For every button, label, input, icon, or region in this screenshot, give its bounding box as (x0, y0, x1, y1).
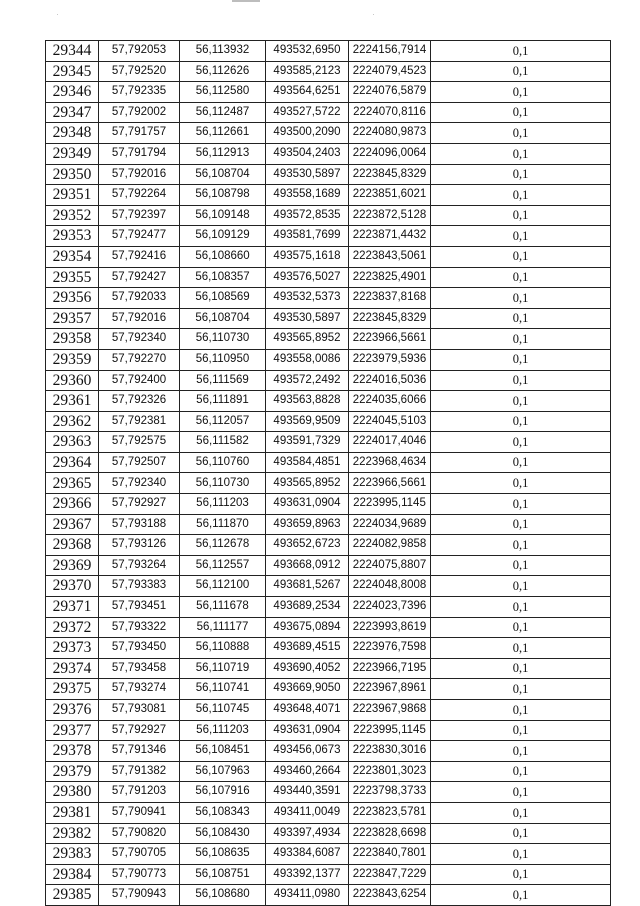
table-row (46, 411, 611, 432)
table-row (46, 123, 611, 144)
accuracy-value: 0,1 (431, 41, 611, 62)
y-coordinate: 2223801,3023 (349, 761, 431, 782)
accuracy-value: 0,1 (431, 844, 611, 865)
y-coordinate: 2223995,1145 (349, 494, 431, 515)
point-number: 29381 (46, 802, 99, 823)
point-number: 29371 (46, 597, 99, 618)
x-coordinate: 493689,2534 (266, 597, 349, 618)
latitude-value: 57,791757 (99, 123, 180, 144)
latitude-value: 57,792575 (99, 432, 180, 453)
latitude-value: 57,793383 (99, 576, 180, 597)
y-coordinate: 2224016,5036 (349, 370, 431, 391)
latitude-value: 57,791203 (99, 782, 180, 803)
y-coordinate: 2224076,5879 (349, 82, 431, 103)
accuracy-value: 0,1 (431, 782, 611, 803)
longitude-value: 56,112913 (180, 143, 266, 164)
accuracy-value: 0,1 (431, 391, 611, 412)
x-coordinate: 493631,0904 (266, 720, 349, 741)
y-coordinate: 2223966,7195 (349, 658, 431, 679)
y-coordinate: 2223840,7801 (349, 844, 431, 865)
longitude-value: 56,112487 (180, 102, 266, 123)
x-coordinate: 493690,4052 (266, 658, 349, 679)
accuracy-value: 0,1 (431, 288, 611, 309)
point-number: 29377 (46, 720, 99, 741)
longitude-value: 56,112580 (180, 82, 266, 103)
x-coordinate: 493572,2492 (266, 370, 349, 391)
longitude-value: 56,108704 (180, 308, 266, 329)
longitude-value: 56,112557 (180, 555, 266, 576)
point-number: 29344 (46, 41, 99, 62)
table-row (46, 720, 611, 741)
point-number: 29360 (46, 370, 99, 391)
latitude-value: 57,790705 (99, 844, 180, 865)
accuracy-value: 0,1 (431, 349, 611, 370)
x-coordinate: 493581,7699 (266, 226, 349, 247)
latitude-value: 57,792416 (99, 246, 180, 267)
point-number: 29359 (46, 349, 99, 370)
table-row (46, 535, 611, 556)
accuracy-value: 0,1 (431, 473, 611, 494)
y-coordinate: 2223968,4634 (349, 452, 431, 473)
longitude-value: 56,108798 (180, 185, 266, 206)
y-coordinate: 2223828,6698 (349, 823, 431, 844)
point-number: 29346 (46, 82, 99, 103)
latitude-value: 57,793274 (99, 679, 180, 700)
x-coordinate: 493564,6251 (266, 82, 349, 103)
accuracy-value: 0,1 (431, 143, 611, 164)
accuracy-value: 0,1 (431, 555, 611, 576)
point-number: 29353 (46, 226, 99, 247)
point-number: 29366 (46, 494, 99, 515)
latitude-value: 57,792016 (99, 308, 180, 329)
x-coordinate: 493558,0086 (266, 349, 349, 370)
table-row (46, 473, 611, 494)
accuracy-value: 0,1 (431, 720, 611, 741)
longitude-value: 56,112661 (180, 123, 266, 144)
accuracy-value: 0,1 (431, 864, 611, 885)
point-number: 29369 (46, 555, 99, 576)
y-coordinate: 2223966,5661 (349, 473, 431, 494)
y-coordinate: 2224023,7396 (349, 597, 431, 618)
longitude-value: 56,111870 (180, 514, 266, 535)
point-number: 29348 (46, 123, 99, 144)
accuracy-value: 0,1 (431, 185, 611, 206)
point-number: 29355 (46, 267, 99, 288)
point-number: 29370 (46, 576, 99, 597)
longitude-value: 56,110730 (180, 329, 266, 350)
x-coordinate: 493527,5722 (266, 102, 349, 123)
accuracy-value: 0,1 (431, 82, 611, 103)
longitude-value: 56,111582 (180, 432, 266, 453)
x-coordinate: 493569,9509 (266, 411, 349, 432)
table-row (46, 432, 611, 453)
table-row (46, 370, 611, 391)
x-coordinate: 493532,5373 (266, 288, 349, 309)
accuracy-value: 0,1 (431, 802, 611, 823)
accuracy-value: 0,1 (431, 617, 611, 638)
accuracy-value: 0,1 (431, 329, 611, 350)
point-number: 29363 (46, 432, 99, 453)
latitude-value: 57,791382 (99, 761, 180, 782)
x-coordinate: 493565,8952 (266, 473, 349, 494)
latitude-value: 57,793451 (99, 597, 180, 618)
x-coordinate: 493530,5897 (266, 164, 349, 185)
x-coordinate: 493648,4071 (266, 700, 349, 721)
x-coordinate: 493532,6950 (266, 41, 349, 62)
table-row (46, 143, 611, 164)
x-coordinate: 493397,4934 (266, 823, 349, 844)
point-number: 29384 (46, 864, 99, 885)
accuracy-value: 0,1 (431, 102, 611, 123)
point-number: 29376 (46, 700, 99, 721)
x-coordinate: 493384,6087 (266, 844, 349, 865)
accuracy-value: 0,1 (431, 885, 611, 906)
x-coordinate: 493631,0904 (266, 494, 349, 515)
latitude-value: 57,793450 (99, 638, 180, 659)
x-coordinate: 493530,5897 (266, 308, 349, 329)
table-row (46, 349, 611, 370)
latitude-value: 57,793458 (99, 658, 180, 679)
longitude-value: 56,112678 (180, 535, 266, 556)
latitude-value: 57,792033 (99, 288, 180, 309)
accuracy-value: 0,1 (431, 123, 611, 144)
accuracy-value: 0,1 (431, 411, 611, 432)
table-row (46, 844, 611, 865)
accuracy-value: 0,1 (431, 658, 611, 679)
point-number: 29345 (46, 61, 99, 82)
table-row (46, 205, 611, 226)
point-number: 29375 (46, 679, 99, 700)
table-row (46, 555, 611, 576)
x-coordinate: 493668,0912 (266, 555, 349, 576)
table-row (46, 741, 611, 762)
y-coordinate: 2223967,9868 (349, 700, 431, 721)
x-coordinate: 493440,3591 (266, 782, 349, 803)
x-coordinate: 493558,1689 (266, 185, 349, 206)
table-row (46, 226, 611, 247)
x-coordinate: 493659,8963 (266, 514, 349, 535)
scan-speck (373, 14, 374, 15)
y-coordinate: 2223993,8619 (349, 617, 431, 638)
latitude-value: 57,792927 (99, 720, 180, 741)
longitude-value: 56,111203 (180, 720, 266, 741)
table-row (46, 576, 611, 597)
x-coordinate: 493576,5027 (266, 267, 349, 288)
y-coordinate: 2224070,8116 (349, 102, 431, 123)
latitude-value: 57,792270 (99, 349, 180, 370)
longitude-value: 56,111678 (180, 597, 266, 618)
longitude-value: 56,108343 (180, 802, 266, 823)
latitude-value: 57,792016 (99, 164, 180, 185)
latitude-value: 57,792477 (99, 226, 180, 247)
longitude-value: 56,110745 (180, 700, 266, 721)
x-coordinate: 493584,4851 (266, 452, 349, 473)
y-coordinate: 2224079,4523 (349, 61, 431, 82)
accuracy-value: 0,1 (431, 514, 611, 535)
longitude-value: 56,108430 (180, 823, 266, 844)
table-row (46, 782, 611, 803)
table-row (46, 102, 611, 123)
table-row (46, 494, 611, 515)
latitude-value: 57,792927 (99, 494, 180, 515)
accuracy-value: 0,1 (431, 576, 611, 597)
latitude-value: 57,790820 (99, 823, 180, 844)
accuracy-value: 0,1 (431, 164, 611, 185)
table-row (46, 308, 611, 329)
accuracy-value: 0,1 (431, 700, 611, 721)
x-coordinate: 493456,0673 (266, 741, 349, 762)
latitude-value: 57,790773 (99, 864, 180, 885)
longitude-value: 56,111177 (180, 617, 266, 638)
table-row (46, 885, 611, 906)
accuracy-value: 0,1 (431, 741, 611, 762)
table-row (46, 246, 611, 267)
accuracy-value: 0,1 (431, 246, 611, 267)
point-number: 29356 (46, 288, 99, 309)
latitude-value: 57,793081 (99, 700, 180, 721)
table-row (46, 658, 611, 679)
table-row (46, 638, 611, 659)
x-coordinate: 493689,4515 (266, 638, 349, 659)
accuracy-value: 0,1 (431, 452, 611, 473)
point-number: 29382 (46, 823, 99, 844)
latitude-value: 57,792264 (99, 185, 180, 206)
point-number: 29380 (46, 782, 99, 803)
table-row (46, 82, 611, 103)
table-row (46, 288, 611, 309)
table-row (46, 452, 611, 473)
point-number: 29372 (46, 617, 99, 638)
point-number: 29362 (46, 411, 99, 432)
x-coordinate: 493572,8535 (266, 205, 349, 226)
longitude-value: 56,112100 (180, 576, 266, 597)
y-coordinate: 2223851,6021 (349, 185, 431, 206)
coordinates-table (45, 40, 611, 906)
longitude-value: 56,108660 (180, 246, 266, 267)
latitude-value: 57,792340 (99, 329, 180, 350)
latitude-value: 57,790943 (99, 885, 180, 906)
latitude-value: 57,792397 (99, 205, 180, 226)
longitude-value: 56,111203 (180, 494, 266, 515)
table-row (46, 802, 611, 823)
y-coordinate: 2224034,9689 (349, 514, 431, 535)
point-number: 29358 (46, 329, 99, 350)
longitude-value: 56,113932 (180, 41, 266, 62)
latitude-value: 57,793188 (99, 514, 180, 535)
longitude-value: 56,110950 (180, 349, 266, 370)
y-coordinate: 2224082,9858 (349, 535, 431, 556)
table-row (46, 329, 611, 350)
table-row (46, 679, 611, 700)
longitude-value: 56,107916 (180, 782, 266, 803)
x-coordinate: 493563,8828 (266, 391, 349, 412)
accuracy-value: 0,1 (431, 494, 611, 515)
table-row (46, 823, 611, 844)
point-number: 29383 (46, 844, 99, 865)
y-coordinate: 2224080,9873 (349, 123, 431, 144)
longitude-value: 56,108751 (180, 864, 266, 885)
accuracy-value: 0,1 (431, 638, 611, 659)
longitude-value: 56,108569 (180, 288, 266, 309)
x-coordinate: 493411,0980 (266, 885, 349, 906)
y-coordinate: 2224017,4046 (349, 432, 431, 453)
y-coordinate: 2223843,6254 (349, 885, 431, 906)
x-coordinate: 493681,5267 (266, 576, 349, 597)
point-number: 29385 (46, 885, 99, 906)
scan-speck (57, 14, 58, 15)
y-coordinate: 2224156,7914 (349, 41, 431, 62)
accuracy-value: 0,1 (431, 823, 611, 844)
table-row (46, 864, 611, 885)
point-number: 29368 (46, 535, 99, 556)
x-coordinate: 493591,7329 (266, 432, 349, 453)
longitude-value: 56,109129 (180, 226, 266, 247)
y-coordinate: 2223847,7229 (349, 864, 431, 885)
accuracy-value: 0,1 (431, 761, 611, 782)
y-coordinate: 2223995,1145 (349, 720, 431, 741)
y-coordinate: 2223967,8961 (349, 679, 431, 700)
point-number: 29347 (46, 102, 99, 123)
y-coordinate: 2223845,8329 (349, 308, 431, 329)
accuracy-value: 0,1 (431, 535, 611, 556)
point-number: 29354 (46, 246, 99, 267)
y-coordinate: 2224096,0064 (349, 143, 431, 164)
longitude-value: 56,110741 (180, 679, 266, 700)
y-coordinate: 2223825,4901 (349, 267, 431, 288)
point-number: 29357 (46, 308, 99, 329)
y-coordinate: 2223966,5661 (349, 329, 431, 350)
point-number: 29373 (46, 638, 99, 659)
x-coordinate: 493411,0049 (266, 802, 349, 823)
y-coordinate: 2223845,8329 (349, 164, 431, 185)
table-row (46, 514, 611, 535)
table-row (46, 761, 611, 782)
longitude-value: 56,108635 (180, 844, 266, 865)
x-coordinate: 493652,6723 (266, 535, 349, 556)
table-row (46, 267, 611, 288)
longitude-value: 56,111569 (180, 370, 266, 391)
x-coordinate: 493460,2664 (266, 761, 349, 782)
accuracy-value: 0,1 (431, 679, 611, 700)
y-coordinate: 2223830,3016 (349, 741, 431, 762)
accuracy-value: 0,1 (431, 308, 611, 329)
longitude-value: 56,108357 (180, 267, 266, 288)
point-number: 29379 (46, 761, 99, 782)
y-coordinate: 2223798,3733 (349, 782, 431, 803)
latitude-value: 57,792381 (99, 411, 180, 432)
y-coordinate: 2223871,4432 (349, 226, 431, 247)
table-row (46, 61, 611, 82)
table-row (46, 41, 611, 62)
longitude-value: 56,109148 (180, 205, 266, 226)
table-row (46, 617, 611, 638)
longitude-value: 56,111891 (180, 391, 266, 412)
longitude-value: 56,110730 (180, 473, 266, 494)
table-row (46, 391, 611, 412)
longitude-value: 56,112626 (180, 61, 266, 82)
scan-artifact (232, 0, 260, 2)
point-number: 29367 (46, 514, 99, 535)
x-coordinate: 493504,2403 (266, 143, 349, 164)
point-number: 29361 (46, 391, 99, 412)
accuracy-value: 0,1 (431, 226, 611, 247)
latitude-value: 57,793264 (99, 555, 180, 576)
x-coordinate: 493575,1618 (266, 246, 349, 267)
latitude-value: 57,792326 (99, 391, 180, 412)
latitude-value: 57,792053 (99, 41, 180, 62)
point-number: 29378 (46, 741, 99, 762)
latitude-value: 57,793322 (99, 617, 180, 638)
x-coordinate: 493392,1377 (266, 864, 349, 885)
longitude-value: 56,110719 (180, 658, 266, 679)
y-coordinate: 2223837,8168 (349, 288, 431, 309)
x-coordinate: 493675,0894 (266, 617, 349, 638)
x-coordinate: 493500,2090 (266, 123, 349, 144)
longitude-value: 56,107963 (180, 761, 266, 782)
latitude-value: 57,792002 (99, 102, 180, 123)
latitude-value: 57,792335 (99, 82, 180, 103)
y-coordinate: 2224075,8807 (349, 555, 431, 576)
latitude-value: 57,791346 (99, 741, 180, 762)
y-coordinate: 2223976,7598 (349, 638, 431, 659)
accuracy-value: 0,1 (431, 370, 611, 391)
longitude-value: 56,110760 (180, 452, 266, 473)
x-coordinate: 493585,2123 (266, 61, 349, 82)
longitude-value: 56,112057 (180, 411, 266, 432)
table-row (46, 185, 611, 206)
latitude-value: 57,792340 (99, 473, 180, 494)
y-coordinate: 2223979,5936 (349, 349, 431, 370)
y-coordinate: 2224045,5103 (349, 411, 431, 432)
table-row (46, 164, 611, 185)
table-row (46, 597, 611, 618)
latitude-value: 57,793126 (99, 535, 180, 556)
latitude-value: 57,792507 (99, 452, 180, 473)
latitude-value: 57,791794 (99, 143, 180, 164)
longitude-value: 56,108704 (180, 164, 266, 185)
y-coordinate: 2224035,6066 (349, 391, 431, 412)
x-coordinate: 493565,8952 (266, 329, 349, 350)
point-number: 29365 (46, 473, 99, 494)
latitude-value: 57,792520 (99, 61, 180, 82)
point-number: 29351 (46, 185, 99, 206)
point-number: 29352 (46, 205, 99, 226)
latitude-value: 57,790941 (99, 802, 180, 823)
accuracy-value: 0,1 (431, 267, 611, 288)
latitude-value: 57,792400 (99, 370, 180, 391)
point-number: 29374 (46, 658, 99, 679)
y-coordinate: 2224048,8008 (349, 576, 431, 597)
y-coordinate: 2223872,5128 (349, 205, 431, 226)
point-number: 29349 (46, 143, 99, 164)
accuracy-value: 0,1 (431, 205, 611, 226)
y-coordinate: 2223843,5061 (349, 246, 431, 267)
accuracy-value: 0,1 (431, 597, 611, 618)
y-coordinate: 2223823,5781 (349, 802, 431, 823)
accuracy-value: 0,1 (431, 432, 611, 453)
point-number: 29364 (46, 452, 99, 473)
table-row (46, 700, 611, 721)
longitude-value: 56,108680 (180, 885, 266, 906)
point-number: 29350 (46, 164, 99, 185)
latitude-value: 57,792427 (99, 267, 180, 288)
accuracy-value: 0,1 (431, 61, 611, 82)
x-coordinate: 493669,9050 (266, 679, 349, 700)
longitude-value: 56,108451 (180, 741, 266, 762)
longitude-value: 56,110888 (180, 638, 266, 659)
